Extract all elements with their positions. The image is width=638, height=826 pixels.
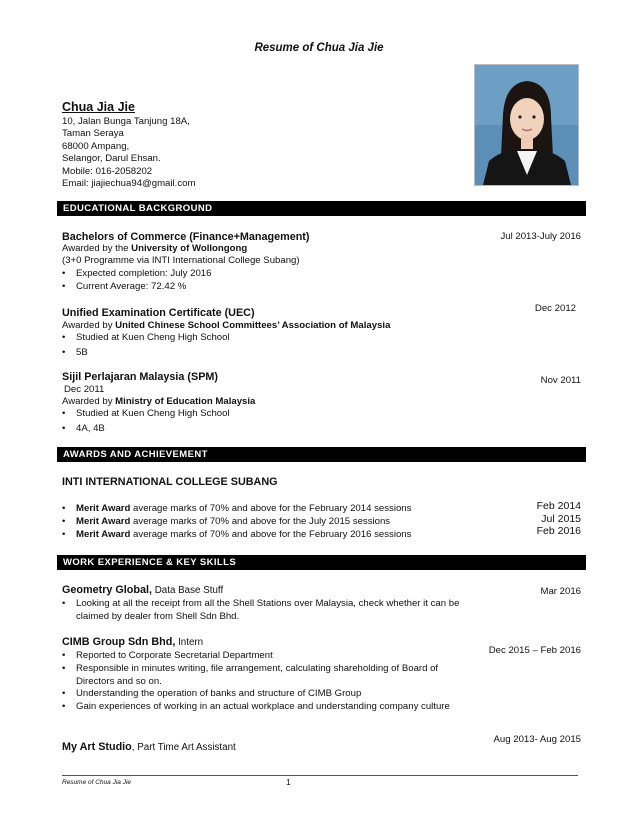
footer-title: Resume of Chua Jia Jie [62, 779, 132, 786]
award-desc: average marks of 70% and above for the July 2015 sessions [130, 515, 391, 527]
section-header-education: EDUCATIONAL BACKGROUND [57, 201, 586, 216]
awarding-body: University of Wollongong [131, 243, 248, 254]
cimb-bullets [62, 650, 462, 714]
spm-title: Sijil Perlajaran Malaysia (SPM) [62, 371, 219, 383]
list-item [62, 516, 482, 529]
uec-title: Unified Examination Certificate (UEC) [62, 307, 255, 319]
list-item: • Understanding the operation of banks and structure of CIMB Group [62, 688, 462, 701]
list-item: • Current Average: 72.42 % [62, 281, 452, 294]
address-line-2: Taman Seraya [62, 128, 124, 140]
address-line-4: Selangor, Darul Ehsan. [62, 153, 161, 165]
spm-bullets [62, 408, 452, 436]
list-item: • 4A, 4B [62, 423, 452, 436]
award-name: Merit Award [76, 503, 131, 514]
list-item: • 5B [62, 347, 452, 360]
bachelor-bullets [62, 268, 452, 294]
section-header-awards: AWARDS AND ACHIEVEMENT [57, 447, 586, 462]
awarded-prefix: Awarded by [62, 396, 116, 407]
bachelor-title: Bachelors of Commerce (Finance+Management) [62, 231, 310, 243]
award-name: Merit Award [76, 515, 131, 527]
list-item [62, 503, 482, 516]
section-header-work: WORK EXPERIENCE & KEY SKILLS [57, 555, 586, 570]
mobile-line: Mobile: 016-2058202 [62, 165, 153, 177]
geometry-date: Mar 2016 [540, 586, 581, 597]
bachelor-date: Jul 2013-July 2016 [500, 231, 581, 242]
awarded-prefix: Awarded by [62, 320, 116, 331]
bachelor-awarded [62, 243, 247, 256]
list-item: • Looking at all the receipt from all the Shell Stations over Malaysia, check whether it can be claimed by dealer from Shell Sdn Bhd. [62, 598, 462, 624]
company-name: CIMB Group Sdn Bhd, [62, 636, 176, 648]
uec-date: Dec 2012 [534, 303, 576, 314]
portrait-image [475, 65, 578, 185]
job-role: Data Base Stuff [152, 585, 224, 596]
award-name: Merit Award [76, 528, 131, 540]
awarded-prefix: Awarded by the [62, 243, 132, 254]
awards-institution: INTI INTERNATIONAL COLLEGE SUBANG [62, 476, 278, 488]
geometry-heading [62, 584, 223, 596]
awards-list [62, 503, 482, 541]
list-item: • Studied at Kuen Cheng High School [62, 332, 452, 345]
art-date: Aug 2013- Aug 2015 [493, 734, 581, 745]
list-item: • Expected completion: July 2016 [62, 268, 452, 281]
job-role: Intern [175, 637, 204, 648]
address-line-1: 10, Jalan Bunga Tanjung 18A, [62, 116, 190, 127]
art-heading [62, 741, 236, 753]
list-item: • Responsible in minutes writing, file arrangement, calculating shareholding of Board of Directors and so on. [62, 663, 462, 689]
candidate-name: Chua Jia Jie [62, 100, 135, 114]
list-item: • Gain experiences of working in an actual workplace and understanding company culture [62, 701, 462, 714]
list-item: • Reported to Corporate Secretarial Department [62, 650, 462, 663]
uec-bullets [62, 332, 452, 360]
award-desc: average marks of 70% and above for the February 2014 sessions [130, 503, 412, 514]
uec-awarded [62, 320, 390, 333]
document-title: Resume of Chua Jia Jie [254, 42, 384, 54]
contact-block [62, 116, 195, 190]
awarding-body: United Chinese School Committees’ Association of Malaysia [115, 320, 391, 331]
award-date: Jul 2015 [541, 512, 581, 525]
page-number: 1 [286, 777, 291, 787]
email-line: Email: jiajiechua94@gmail.com [62, 178, 196, 190]
company-name: My Art Studio [62, 741, 132, 753]
job-role: , Part Time Art Assistant [131, 742, 236, 753]
spm-sub-date: Dec 2011 [64, 384, 105, 395]
award-desc: average marks of 70% and above for the February 2016 sessions [130, 528, 412, 540]
spm-date: Nov 2011 [540, 375, 581, 386]
cimb-heading [62, 636, 203, 648]
list-item: • Studied at Kuen Cheng High School [62, 408, 452, 421]
list-item [62, 529, 482, 542]
spm-awarded [62, 396, 255, 409]
address-line-3: 68000 Ampang, [62, 140, 130, 152]
company-name: Geometry Global, [62, 584, 152, 596]
profile-photo [474, 64, 579, 186]
award-date: Feb 2014 [536, 500, 581, 512]
bachelor-program: (3+0 Programme via INTI International College Subang) [62, 255, 300, 266]
geometry-bullets [62, 598, 462, 624]
awarding-body: Ministry of Education Malaysia [115, 396, 256, 407]
award-date: Feb 2016 [536, 525, 581, 538]
footer-rule [62, 775, 578, 776]
cimb-date: Dec 2015 – Feb 2016 [488, 645, 581, 656]
awards-dates [480, 500, 581, 538]
